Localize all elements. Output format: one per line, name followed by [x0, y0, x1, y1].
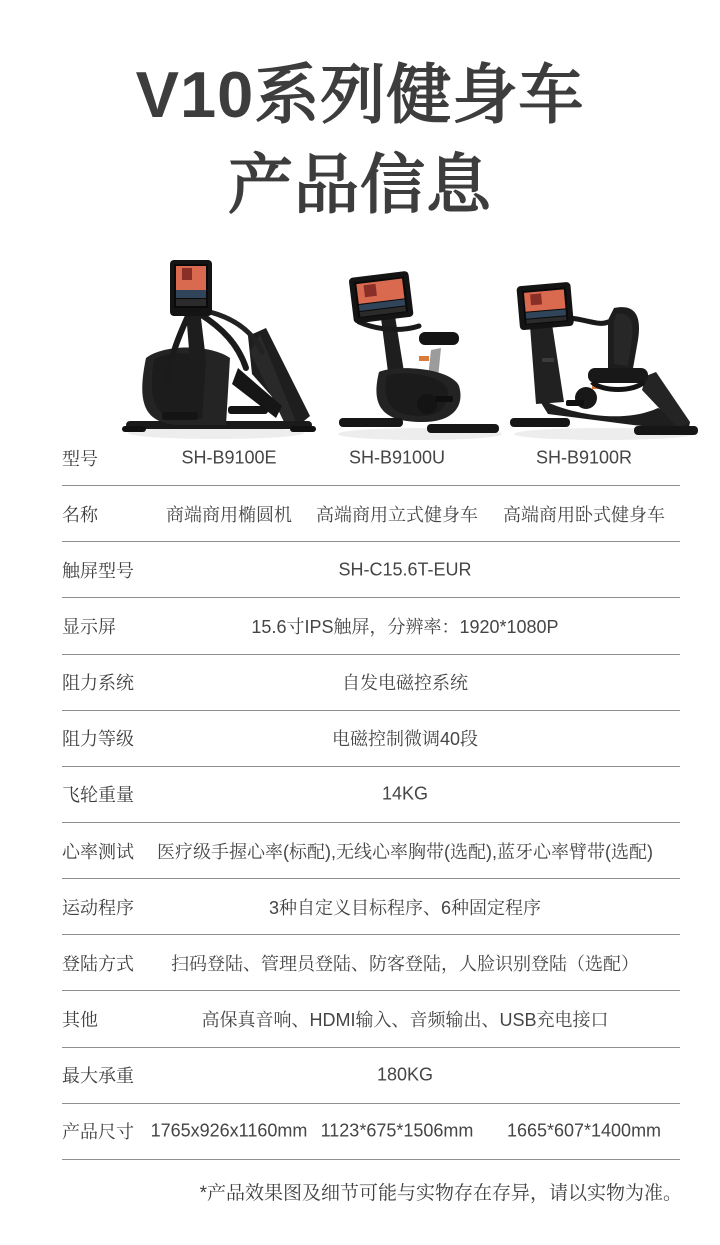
spec-label: 显示屏 [62, 616, 116, 637]
spec-row-resistance-levels [62, 711, 680, 767]
spec-value: 高保真音响、HDMI输入、音频输出、USB充电接口 [201, 1009, 609, 1030]
page-title-line2: 产品信息 [227, 148, 492, 221]
spec-value-col3: 1665*607*1400mm [506, 1120, 662, 1141]
elliptical-illustration [110, 256, 322, 442]
spec-value: 自发电磁控系统 [342, 673, 468, 694]
spec-value-col3: 高端商用卧式健身车 [503, 504, 665, 525]
spec-value-col2: SH-B9100U [348, 447, 446, 468]
spec-value: 3种自定义目标程序、6种固定程序 [268, 897, 542, 918]
spec-label: 型号 [62, 448, 98, 469]
spec-row-model [62, 430, 680, 486]
spec-label: 触屏型号 [62, 560, 134, 581]
spec-row-heart-rate [62, 823, 680, 879]
spec-row-display [62, 598, 680, 654]
spec-value-col1: SH-B9100E [181, 447, 277, 468]
spec-value-col1: 商端商用椭圆机 [166, 504, 292, 525]
elliptical-screen [170, 260, 212, 316]
spec-value: 电磁控制微调40段 [331, 729, 479, 750]
product-image-elliptical [110, 256, 322, 442]
recumbent-bike-screen [516, 282, 574, 331]
spec-row-login-methods [62, 935, 680, 991]
spec-value-col2: 1123*675*1506mm [320, 1120, 474, 1141]
spec-value-col3: SH-B9100R [535, 447, 633, 468]
upright-bike-illustration [331, 270, 509, 442]
spec-label: 名称 [62, 504, 98, 525]
spec-label: 登陆方式 [62, 953, 134, 974]
page-title-line1: V10系列健身车 [135, 58, 585, 131]
spec-row-touchscreen-model [62, 542, 680, 598]
spec-row-others [62, 991, 680, 1047]
spec-label: 运动程序 [62, 897, 134, 918]
spec-value: 180KG [376, 1064, 434, 1085]
product-image-upright-bike [331, 270, 509, 442]
spec-label: 飞轮重量 [62, 785, 134, 806]
spec-value-col2: 高端商用立式健身车 [316, 504, 478, 525]
recumbent-bike-illustration [506, 280, 702, 442]
spec-label: 其他 [62, 1009, 98, 1030]
spec-value: 15.6寸IPS触屏，分辨率：1920*1080P [251, 616, 559, 637]
spec-value: SH-C15.6T-EUR [338, 559, 472, 580]
spec-label: 产品尺寸 [62, 1122, 134, 1143]
spec-row-flywheel-weight [62, 767, 680, 823]
spec-label: 心率测试 [62, 841, 134, 862]
spec-value: 医疗级手握心率(标配),无线心率胸带(选配),蓝牙心率臂带(选配) [157, 841, 653, 862]
spec-value: 14KG [381, 783, 429, 804]
spec-label: 最大承重 [62, 1066, 134, 1087]
spec-row-resistance-system [62, 655, 680, 711]
product-image-recumbent-bike [506, 280, 702, 442]
disclaimer-footnote: *产品效果图及细节可能与实物存在存异，请以实物为准。 [199, 1183, 682, 1204]
spec-value: 扫码登陆、管理员登陆、防客登陆，人脸识别登陆（选配） [171, 953, 639, 974]
spec-row-max-load [62, 1048, 680, 1104]
spec-row-name [62, 486, 680, 542]
spec-table [62, 430, 680, 1160]
spec-row-workout-programs [62, 879, 680, 935]
upright-bike-screen [349, 271, 414, 324]
spec-label: 阻力系统 [62, 673, 134, 694]
spec-value-col1: 1765x926x1160mm [150, 1120, 308, 1141]
spec-row-dimensions [62, 1104, 680, 1160]
spec-label: 阻力等级 [62, 729, 134, 750]
